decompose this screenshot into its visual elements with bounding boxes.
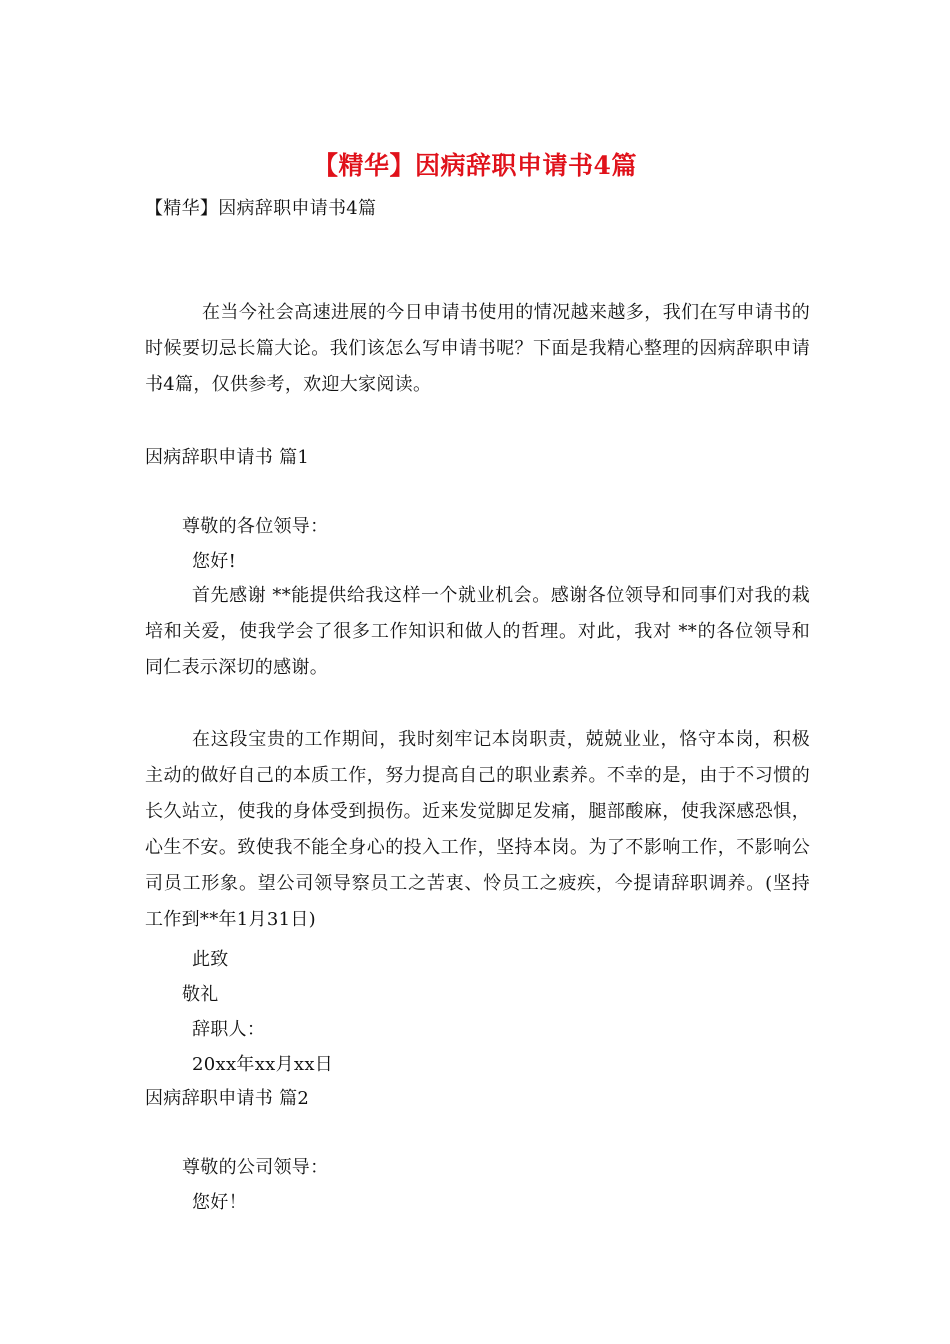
letter1-closing-2: 敬礼 — [182, 984, 219, 1005]
letter1-closing-1: 此致 — [192, 949, 229, 970]
letter1-salutation: 尊敬的各位领导： — [182, 516, 329, 537]
letter1-signer: 辞职人： — [192, 1019, 266, 1040]
letter1-date: 20xx年xx月xx日 — [192, 1054, 334, 1075]
letter2-greeting: 您好！ — [192, 1192, 247, 1213]
letter1-greeting: 您好! — [192, 551, 237, 572]
letter2-heading: 因病辞职申请书 篇2 — [145, 1088, 310, 1109]
letter2-salutation: 尊敬的公司领导： — [182, 1157, 329, 1178]
letter1-heading: 因病辞职申请书 篇1 — [145, 447, 310, 468]
letter1-paragraph-2: 在这段宝贵的工作期间，我时刻牢记本岗职责，兢兢业业，恪守本岗，积极主动的做好自己的本质工作，努力提高自己的职业素养。不幸的是，由于不习惯的长久站立，使我的身体受到损伤。近来发觉脚足发痛，腿部酸麻，使我深感恐惧，心生不安。致使我不能全身心的投入工作，坚持本岗。为了不影响工作，不影响公司员工形象。望公司领导察员工之苦衷、怜员工之疲疾，今提请辞职调养。(坚持工作到**年1月31日) — [145, 729, 810, 930]
intro-paragraph: 在当今社会高速进展的今日申请书使用的情况越来越多，我们在写申请书的时候要切忌长篇大论。我们该怎么写申请书呢？下面是我精心整理的因病辞职申请书4篇，仅供参考，欢迎大家阅读。 — [145, 302, 810, 395]
letter1-paragraph-1: 首先感谢 **能提供给我这样一个就业机会。感谢各位领导和同事们对我的栽培和关爱，使我学会了很多工作知识和做人的哲理。对此，我对 **的各位领导和同仁表示深切的感谢。 — [145, 585, 810, 678]
document-title: 【精华】因病辞职申请书4篇 — [313, 151, 637, 180]
document-subtitle: 【精华】因病辞职申请书4篇 — [145, 198, 377, 219]
